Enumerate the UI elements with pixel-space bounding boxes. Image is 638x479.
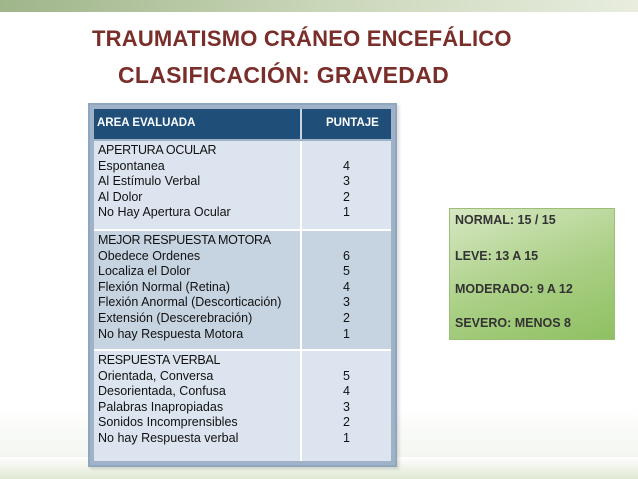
slide-subtitle: CLASIFICACIÓN: GRAVEDAD [118,62,450,88]
table-row-label: Al Dolor [98,189,143,204]
table-row-label: Palabras Inapropiadas [98,399,224,414]
severity-moderado: MODERADO: 9 A 12 [455,282,573,296]
table-row-label: Flexión Normal (Retina) [98,279,230,294]
table-row-label: Espontanea [98,158,165,173]
column-header-score: PUNTAJE [326,117,379,129]
top-decoration-strip [0,0,638,12]
severity-normal: NORMAL: 15 / 15 [455,213,556,227]
section-heading: MEJOR RESPUESTA MOTORA [98,233,271,247]
section-heading: APERTURA OCULAR [98,143,217,157]
severity-leve: LEVE: 13 A 15 [455,249,539,263]
table-row-score: 4 [343,158,350,173]
table-row-score: 5 [343,368,350,383]
table-header-row [94,109,391,139]
severity-note-box [449,208,615,340]
slide-title: TRAUMATISMO CRÁNEO ENCEFÁLICO [92,26,512,51]
table-row-score: 3 [343,174,350,189]
table-section-verbal [94,351,391,461]
table-row-label: Obedece Ordenes [98,248,201,263]
table-row-score: 2 [343,189,350,204]
glasgow-table [88,103,397,467]
table-row-label: No hay Respuesta verbal [98,430,239,445]
table-row-label: Sonidos Incomprensibles [98,415,238,430]
table-row-label: Al Estímulo Verbal [98,174,201,189]
table-row-label: Flexión Anormal (Descorticación) [98,295,282,310]
table-row-label: No Hay Apertura Ocular [98,205,231,220]
section-heading: RESPUESTA VERBAL [98,353,221,367]
table-row-label: Orientada, Conversa [98,368,214,383]
column-header-area: AREA EVALUADA [94,109,302,139]
table-row-label: No hay Respuesta Motora [98,326,244,341]
table-row-label: Localiza el Dolor [98,264,191,279]
table-row-score: 3 [343,399,350,414]
table-section-eye [94,141,391,229]
table-row-score: 1 [343,430,350,445]
table-row-score: 1 [343,326,350,341]
table-row-score: 6 [343,248,350,263]
table-row-score: 3 [343,295,350,310]
table-section-motor [94,231,391,349]
table-row-label: Desorientada, Confusa [98,384,226,399]
table-row-score: 5 [343,264,350,279]
table-row-score: 2 [343,415,350,430]
table-row-score: 1 [343,205,350,220]
severity-severo: SEVERO: MENOS 8 [455,316,571,330]
table-row-score: 2 [343,310,350,325]
table-row-score: 4 [343,384,350,399]
table-row-label: Extensión (Descerebración) [98,310,253,325]
table-row-score: 4 [343,279,350,294]
